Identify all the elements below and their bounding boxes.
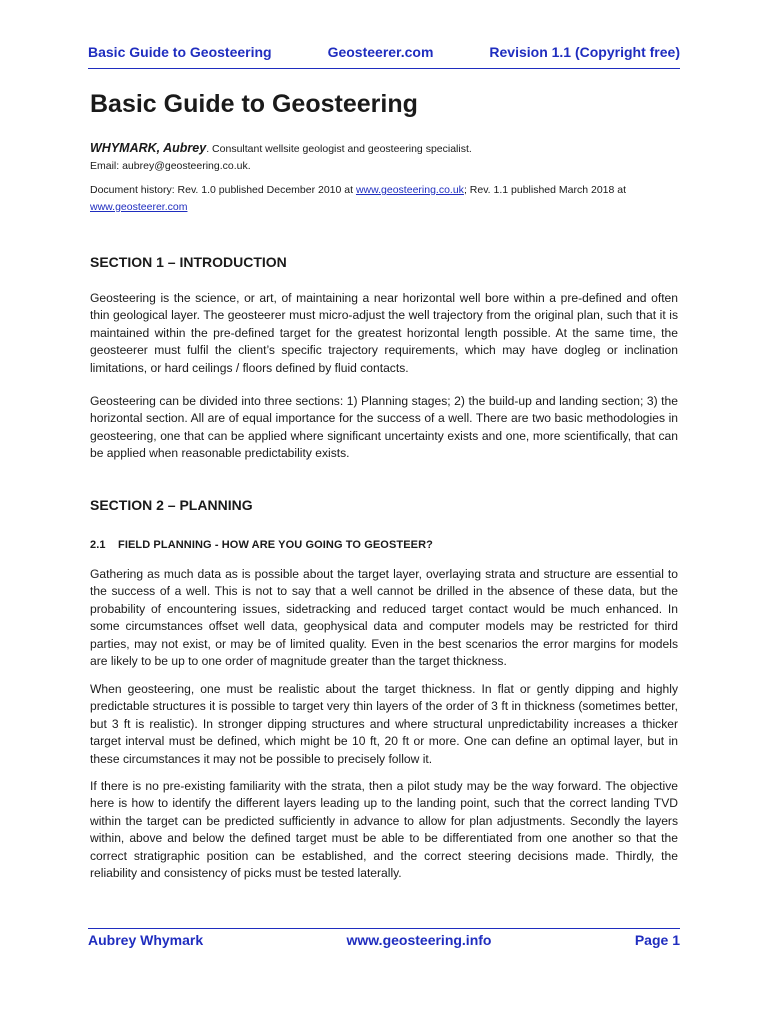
document-title: Basic Guide to Geosteering (90, 90, 418, 118)
section-2-paragraph-2: When geosteering, one must be realistic about the target thickness. In flat or gently dipping and highly predictable structures it is possible to target very thin layers of the order of 3 ft in thickness (sometimes better, but 3 ft is realistic). In stronger dipping structures and where structural unpredictability increases a thicker target interval must be defined, which might be 10 ft, 20 ft or more. One can define an optimal layer, but in these circumstances it may not be possible to precisely follow it. (90, 682, 678, 766)
header-rule (88, 68, 680, 69)
page-header (88, 44, 680, 60)
subsection-title: FIELD PLANNING - HOW ARE YOU GOING TO GEOSTEER? (118, 539, 433, 551)
footer-page-number: Page 1 (634, 932, 680, 948)
history-link-geosteering[interactable]: www.geosteering.co.uk (355, 184, 464, 196)
subsection-number: 2.1 (90, 539, 106, 551)
footer-site: www.geosteering.info (346, 932, 492, 948)
page-footer (88, 932, 680, 948)
header-revision: Revision 1.1 (Copyright free) (489, 44, 680, 60)
header-site: Geosteerer.com (327, 44, 434, 60)
author-email: Email: aubrey@geosteering.co.uk. (90, 160, 251, 172)
section-1-heading: SECTION 1 – INTRODUCTION (90, 254, 287, 270)
history-text-1: Document history: Rev. 1.0 published December 2010 at (90, 184, 356, 196)
history-link-geosteerer[interactable]: www.geosteerer.com (90, 201, 188, 213)
footer-rule (88, 928, 680, 929)
subsection-2-1-heading (90, 539, 433, 551)
section-2-heading: SECTION 2 – PLANNING (90, 497, 253, 513)
author-description: . Consultant wellsite geologist and geosteering specialist. (206, 143, 472, 155)
section-1-paragraph-1: Geosteering is the science, or art, of maintaining a near horizontal well bore within a pre-defined and often thin geological layer. The geosteerer must micro-adjust the well trajectory from the original plan, such that it is maintained within the pre-defined target for the greatest horizontal length possible. At the same time, the geosteerer must fulfil the client’s specific trajectory requirements, which may have dogleg or inclination limitations, or hard ceilings / floors defined by fluid contacts. (90, 291, 678, 375)
history-text-2: ; Rev. 1.1 published March 2018 at (463, 184, 627, 196)
section-2-paragraph-3: If there is no pre-existing familiarity with the strata, then a pilot study may be the way forward. The objective here is how to identify the different layers leading up to the landing point, such that the correct landing TVD within the target can be predicted sufficiently in advance to allow for plan adjustments. Secondly the layers within, above and below the defined target must be able to be differentiated from one another so that the correct stratigraphic position can be established, and the correct steering decisions made. Thirdly, the reliability and consistency of picks must be tested laterally. (90, 779, 678, 881)
document-history (90, 182, 680, 216)
author-block (90, 140, 472, 175)
header-title: Basic Guide to Geosteering (88, 44, 272, 60)
author-name: WHYMARK, Aubrey (90, 141, 207, 155)
section-1-paragraph-2: Geosteering can be divided into three sections: 1) Planning stages; 2) the build-up and landing section; 3) the horizontal section. All are of equal importance for the success of a well. There are two basic methodologies in geosteering, one that can be applied where significant uncertainty exists and one, more scientifically, that can be applied when reasonable predictability exists. (90, 394, 678, 461)
section-2-paragraph-1: Gathering as much data as is possible about the target layer, overlaying strata and structure are essential to the success of a well. This is not to say that a well cannot be drilled in the absence of these data, but the probability of encountering issues, sidetracking and reduced target contact would be much enhanced. In some circumstances offset well data, geophysical data and computer models may be restricted for third parties, may not exist, or may be of limited quality. Even in the best scenarios the error margins for models are likely to be up to one order of magnitude greater than the target thickness. (90, 567, 678, 669)
footer-author: Aubrey Whymark (88, 932, 204, 948)
